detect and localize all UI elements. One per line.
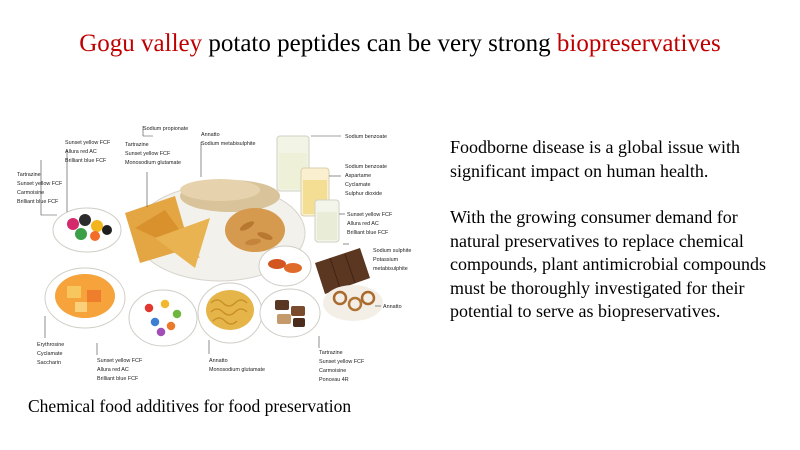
- snack-bowl: [259, 246, 311, 286]
- glass-3: [315, 200, 339, 242]
- body-text: [450, 136, 790, 347]
- label-cookies-1: Tartrazine: [319, 350, 343, 356]
- label-candy-top-3: Brilliant blue FCF: [65, 158, 107, 164]
- label-jelly-2: Cyclamate: [37, 351, 63, 357]
- candy-bowl: [53, 208, 121, 252]
- label-glass-2-4: Sulphur dioxide: [345, 191, 383, 197]
- cereal-bowl: [129, 290, 197, 346]
- jelly-bowl: [45, 268, 125, 328]
- label-candy-bowl-2: Sunset yellow FCF: [17, 181, 63, 187]
- label-candy-top-2: Allura red AC: [65, 149, 97, 155]
- label-noodles-2: Monosodium glutamate: [209, 367, 266, 373]
- paragraph-foodborne-disease: Foodborne disease is a global issue with significant impact on human health.: [450, 137, 740, 181]
- slide-title: [0, 30, 800, 58]
- label-glass-3-2: Allura red AC: [347, 221, 379, 227]
- label-pretzels: Annatto: [383, 304, 402, 310]
- label-jelly-1: Erythrosine: [37, 342, 65, 348]
- label-jelly-3: Saccharin: [37, 360, 61, 366]
- figure-caption: Chemical food additives for food preservation: [28, 396, 352, 416]
- paragraph-natural-preservatives: With the growing consumer demand for natural preservatives to replace chemical compounds, plant antimicrobial compounds must be thoroughly investigated for their potential to serve as biopreservatives.: [450, 207, 766, 321]
- label-candy-bowl-4: Brilliant blue FCF: [17, 199, 59, 205]
- label-cereal-3: Brilliant blue FCF: [97, 376, 139, 382]
- cookies-plate: [260, 289, 320, 337]
- label-cookies-2: Sunset yellow FCF: [319, 359, 365, 365]
- label-sausages-1: Sodium sulphite: [373, 248, 412, 254]
- label-candy-bowl-3: Carmoisine: [17, 190, 45, 196]
- label-sausages-3: metabisulphite: [373, 266, 408, 272]
- label-candy-bowl-1: Tartrazine: [17, 172, 41, 178]
- label-crackers-1: Annatto: [201, 132, 220, 138]
- label-cookies-4: Ponceau 4R: [319, 377, 349, 383]
- label-flatbread: Sodium propionate: [143, 126, 189, 132]
- label-glass-2-3: Cyclamate: [345, 182, 371, 188]
- noodle-bowl: [198, 283, 262, 343]
- label-glass-3-1: Sunset yellow FCF: [347, 212, 393, 218]
- label-glass-2-2: Aspartame: [345, 173, 372, 179]
- label-glass-1: Sodium benzoate: [345, 134, 387, 140]
- title-highlight-location: Gogu valley: [79, 30, 203, 57]
- label-cereal-2: Allura red AC: [97, 367, 129, 373]
- label-crackers-2: Sodium metabisulphite: [201, 141, 256, 147]
- label-chips-2: Sunset yellow FCF: [125, 151, 171, 157]
- label-chips-1: Tartrazine: [125, 142, 149, 148]
- label-cereal-1: Sunset yellow FCF: [97, 358, 143, 364]
- crackers: [225, 208, 285, 252]
- label-glass-3-3: Brilliant blue FCF: [347, 230, 389, 236]
- label-candy-top-1: Sunset yellow FCF: [65, 140, 111, 146]
- label-noodles-1: Annatto: [209, 358, 228, 364]
- food-additives-figure: [15, 118, 430, 388]
- label-glass-2-1: Sodium benzoate: [345, 164, 387, 170]
- label-chips-3: Monosodium glutamate: [125, 160, 182, 166]
- title-middle: potato peptides can be very strong: [202, 30, 557, 57]
- title-highlight-term: biopreservatives: [556, 30, 721, 57]
- label-sausages-2: Potassium: [373, 257, 399, 263]
- pretzels: [323, 285, 383, 321]
- label-cookies-3: Carmoisine: [319, 368, 347, 374]
